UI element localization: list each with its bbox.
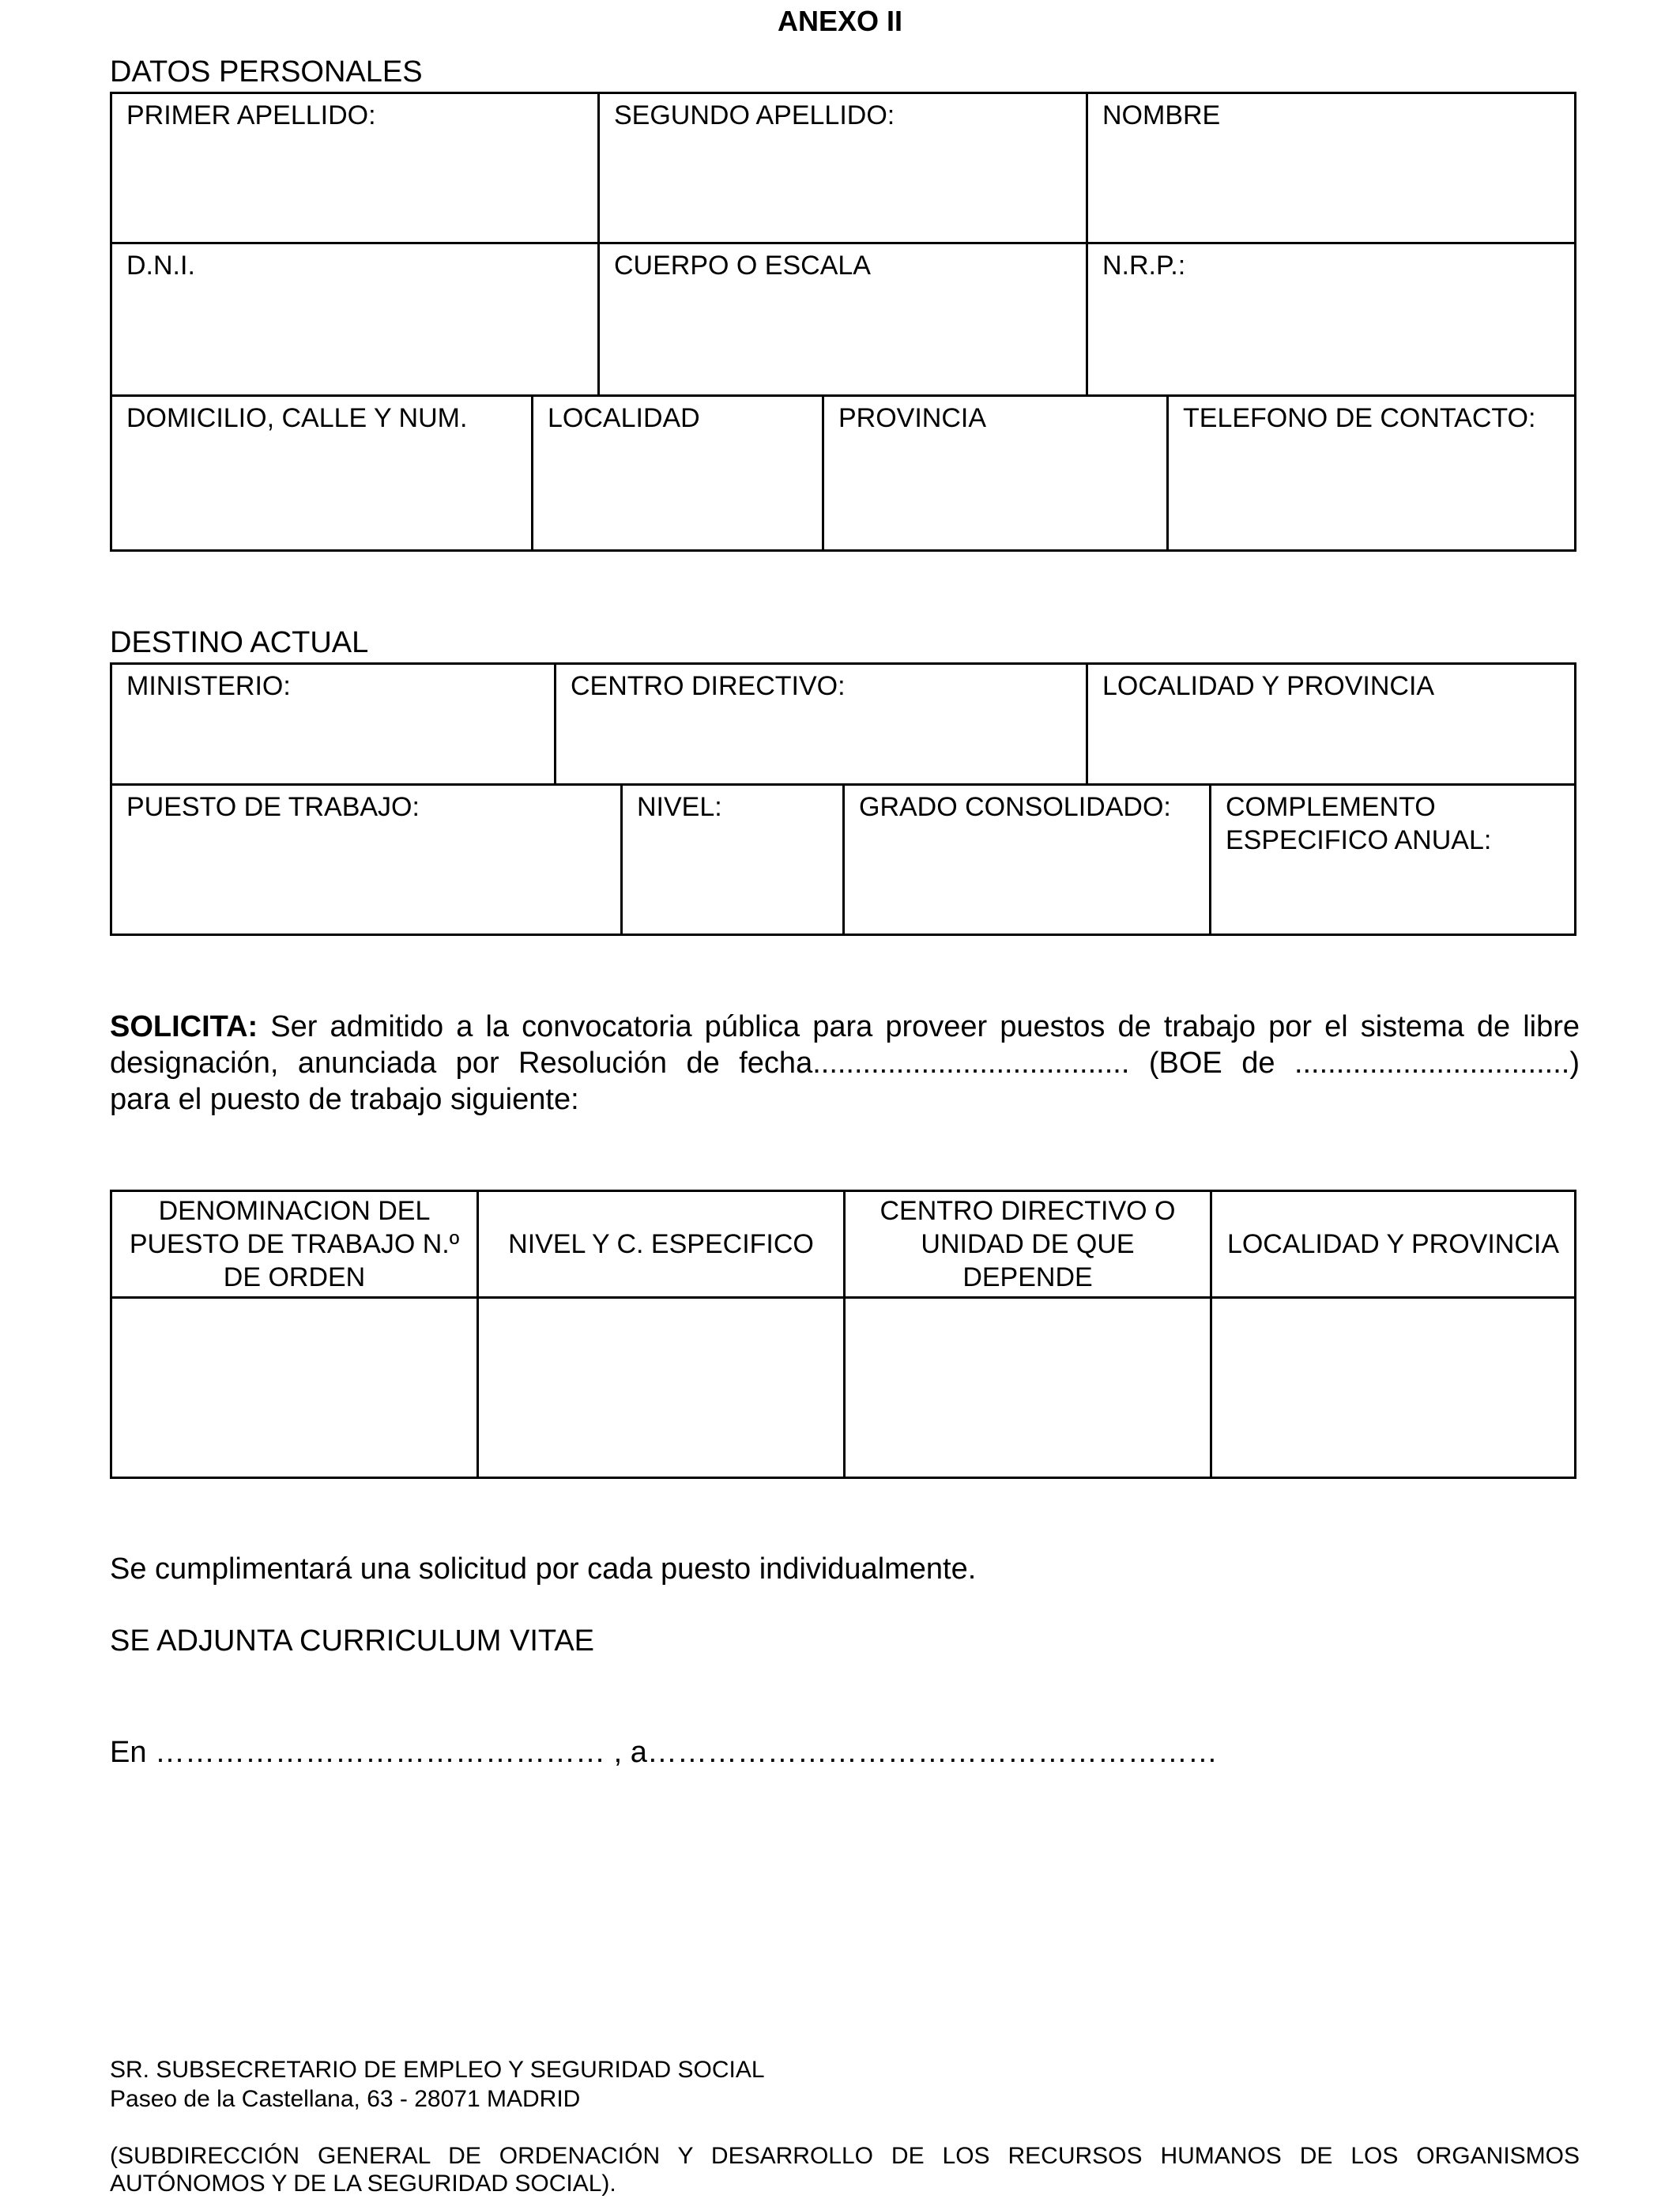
puesto-table-header bbox=[112, 1192, 1574, 1299]
col-header-nivel: NIVEL Y C. ESPECIFICO bbox=[479, 1192, 846, 1296]
datos-row-3 bbox=[112, 397, 1574, 549]
solicita-line-3: para el puesto de trabajo siguiente: bbox=[110, 1083, 579, 1116]
field-segundo-apellido[interactable]: SEGUNDO APELLIDO: bbox=[600, 94, 1088, 242]
field-dni[interactable]: D.N.I. bbox=[112, 244, 600, 394]
footer-address: Paseo de la Castellana, 63 - 28071 MADRID bbox=[110, 2086, 581, 2112]
field-ministerio[interactable]: MINISTERIO: bbox=[112, 665, 556, 783]
note-individual: Se cumplimentará una solicitud por cada puesto individualmente. bbox=[110, 1552, 977, 1586]
field-provincia[interactable]: PROVINCIA bbox=[824, 397, 1169, 549]
field-grado-consolidado[interactable]: GRADO CONSOLIDADO: bbox=[845, 786, 1211, 934]
solicita-paragraph bbox=[110, 1009, 1580, 1118]
field-domicilio[interactable]: DOMICILIO, CALLE Y NUM. bbox=[112, 397, 533, 549]
datos-row-2 bbox=[112, 244, 1574, 397]
footer-subdireccion-line-2: AUTÓNOMOS Y DE LA SEGURIDAD SOCIAL). bbox=[110, 2171, 616, 2197]
col-header-centro: CENTRO DIRECTIVO O UNIDAD DE QUE DEPENDE bbox=[846, 1192, 1212, 1296]
field-localidad-provincia[interactable]: LOCALIDAD Y PROVINCIA bbox=[1102, 671, 1435, 701]
field-localidad[interactable]: LOCALIDAD bbox=[533, 397, 824, 549]
document-title: ANEXO II bbox=[777, 5, 903, 37]
col-header-denominacion: DENOMINACION DEL PUESTO DE TRABAJO N.º DE ORDEN bbox=[112, 1192, 479, 1296]
datos-row-1 bbox=[112, 94, 1574, 244]
field-telefono[interactable]: TELEFONO DE CONTACTO: bbox=[1183, 403, 1536, 433]
cell-centro[interactable] bbox=[846, 1299, 1212, 1477]
cell-nivel[interactable] bbox=[479, 1299, 846, 1477]
field-centro-directivo[interactable]: CENTRO DIRECTIVO: bbox=[556, 665, 1088, 783]
puesto-table bbox=[110, 1190, 1576, 1479]
section-datos-personales: DATOS PERSONALES bbox=[110, 55, 423, 89]
field-complemento-especifico[interactable]: COMPLEMENTO ESPECIFICO ANUAL: bbox=[1226, 792, 1492, 855]
solicita-line-1 bbox=[110, 1009, 1580, 1045]
field-nivel[interactable]: NIVEL: bbox=[623, 786, 845, 934]
footer-subdireccion-line-1: (SUBDIRECCIÓN GENERAL DE ORDENACIÓN Y DESARROLLO DE LOS RECURSOS HUMANOS DE LOS ORGANISMOS bbox=[110, 2143, 1580, 2169]
destino-row-2 bbox=[112, 786, 1574, 934]
solicita-label: SOLICITA: bbox=[110, 1010, 258, 1043]
cell-denominacion[interactable] bbox=[112, 1299, 479, 1477]
cell-localidad[interactable] bbox=[1212, 1299, 1574, 1477]
puesto-table-row bbox=[112, 1299, 1574, 1477]
field-primer-apellido[interactable]: PRIMER APELLIDO: bbox=[112, 94, 600, 242]
field-puesto-trabajo[interactable]: PUESTO DE TRABAJO: bbox=[112, 786, 623, 934]
datos-personales-grid bbox=[110, 92, 1576, 552]
footer-addressee: SR. SUBSECRETARIO DE EMPLEO Y SEGURIDAD SOCIAL bbox=[110, 2057, 765, 2083]
field-nrp[interactable]: N.R.P.: bbox=[1102, 251, 1186, 281]
destino-row-1 bbox=[112, 665, 1574, 786]
place-date-line[interactable]: En ……………………………………… , a………………………………………………… bbox=[110, 1736, 1218, 1769]
destino-actual-grid bbox=[110, 662, 1576, 936]
solicita-line-2: designación, anunciada por Resolución de fecha...................................... (BOE de .................................) bbox=[110, 1047, 1580, 1080]
col-header-localidad: LOCALIDAD Y PROVINCIA bbox=[1226, 1229, 1560, 1259]
field-nombre[interactable]: NOMBRE bbox=[1102, 100, 1221, 130]
solicita-text-1: Ser admitido a la convocatoria pública para proveer puestos de trabajo por el sistema de libre bbox=[258, 1010, 1580, 1043]
field-cuerpo-escala[interactable]: CUERPO O ESCALA bbox=[600, 244, 1088, 394]
note-curriculum: SE ADJUNTA CURRICULUM VITAE bbox=[110, 1624, 595, 1658]
section-destino-actual: DESTINO ACTUAL bbox=[110, 626, 369, 659]
